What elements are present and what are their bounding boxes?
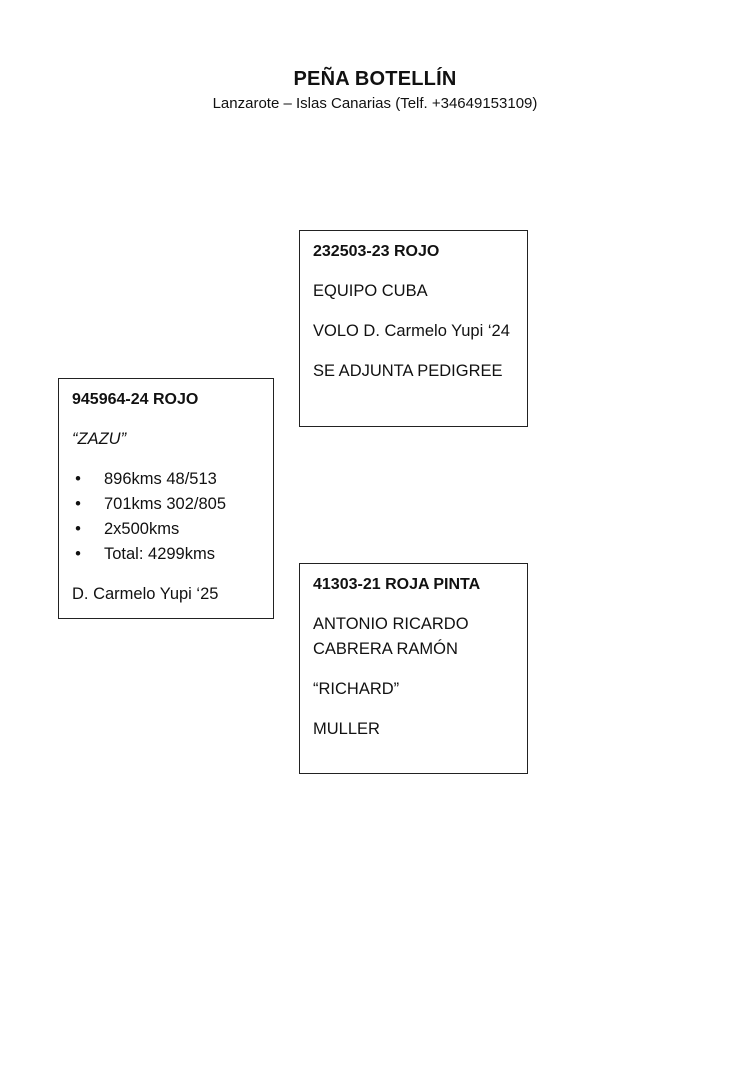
main-bird-box [58, 378, 274, 619]
dam-strain: MULLER [313, 720, 380, 738]
sire-ring: 232503-23 ROJO [313, 243, 440, 260]
sire-box [299, 230, 528, 427]
main-bird-name: “ZAZU” [72, 430, 127, 448]
dam-breeder: ANTONIO RICARDO CABRERA RAMÓN [313, 615, 469, 658]
main-bird-results [72, 467, 260, 567]
page-subtitle: Lanzarote – Islas Canarias (Telf. +34649153109) [212, 95, 538, 112]
dam-nickname: “RICHARD” [313, 680, 400, 698]
bullet-icon: • [75, 470, 81, 488]
main-bird-breeder: D. Carmelo Yupi ‘25 [72, 585, 219, 603]
dam-box [299, 563, 528, 774]
list-item [72, 542, 260, 567]
main-bird-ring: 945964-24 ROJO [72, 391, 199, 408]
document-header [0, 66, 750, 114]
dam-ring: 41303-21 ROJA PINTA [313, 576, 481, 593]
sire-flew: VOLO D. Carmelo Yupi ‘24 [313, 322, 510, 340]
list-item [72, 492, 260, 517]
page-title: PEÑA BOTELLÍN [293, 68, 457, 90]
sire-pedigree: SE ADJUNTA PEDIGREE [313, 362, 503, 380]
result-text: 2x500kms [104, 520, 180, 538]
list-item [72, 467, 260, 492]
result-text: Total: 4299kms [104, 545, 215, 563]
result-text: 896kms 48/513 [104, 470, 217, 488]
bullet-icon: • [75, 495, 81, 513]
sire-team: EQUIPO CUBA [313, 282, 428, 300]
bullet-icon: • [75, 520, 81, 538]
bullet-icon: • [75, 545, 81, 563]
result-text: 701kms 302/805 [104, 495, 227, 513]
list-item [72, 517, 260, 542]
